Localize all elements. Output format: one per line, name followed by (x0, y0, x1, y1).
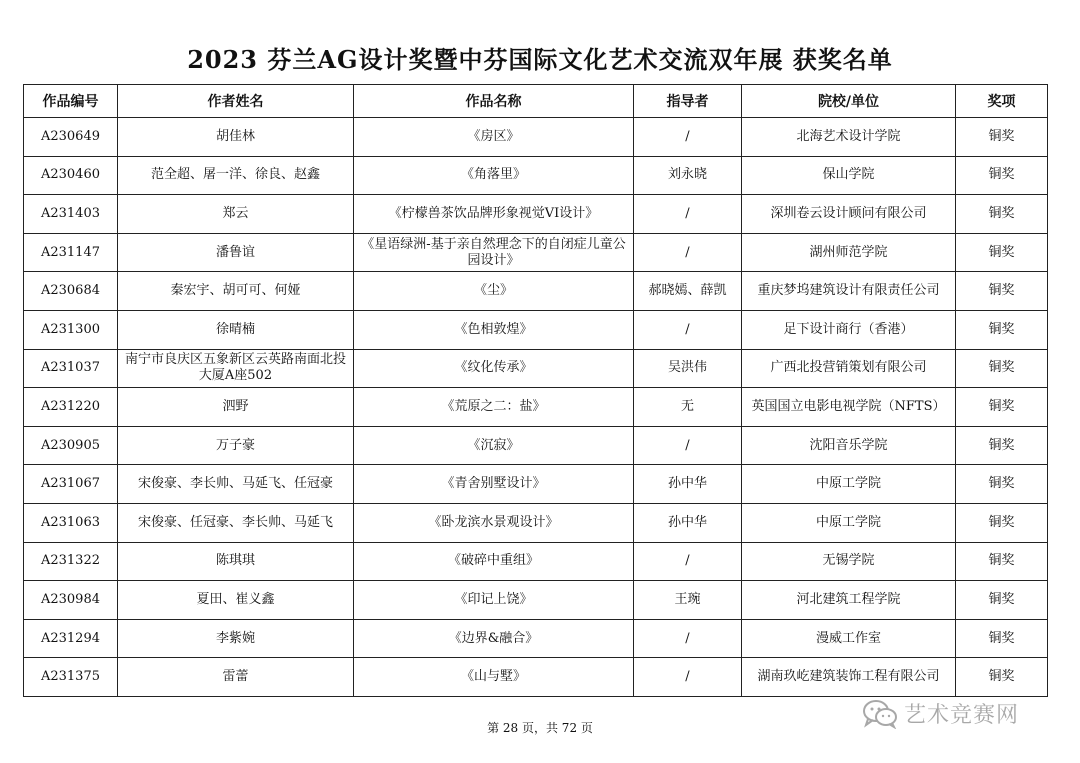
table-row (24, 195, 1048, 234)
cell-work-title: 《破碎中重组》 (354, 542, 634, 581)
cell-work-title: 《青舍别墅设计》 (354, 465, 634, 504)
cell-institution: 河北建筑工程学院 (742, 581, 956, 620)
table-row (24, 272, 1048, 311)
cell-author-names: 南宁市良庆区五象新区云英路南面北投大厦A座502 (118, 349, 354, 388)
cell-advisor: 孙中华 (634, 503, 742, 542)
cell-institution: 保山学院 (742, 156, 956, 195)
table-header-row (24, 85, 1048, 118)
cell-institution: 漫威工作室 (742, 619, 956, 658)
cell-advisor: / (634, 619, 742, 658)
cell-advisor: 王琬 (634, 581, 742, 620)
cell-advisor: 吴洪伟 (634, 349, 742, 388)
cell-work-id: A230984 (24, 581, 118, 620)
cell-work-id: A231403 (24, 195, 118, 234)
table-row (24, 581, 1048, 620)
cell-work-title: 《角落里》 (354, 156, 634, 195)
cell-author-names: 徐晴楠 (118, 310, 354, 349)
cell-award: 铜奖 (956, 542, 1048, 581)
table-row (24, 465, 1048, 504)
cell-work-id: A230905 (24, 426, 118, 465)
cell-award: 铜奖 (956, 233, 1048, 272)
watermark-text: 艺术竞赛网 (904, 703, 1020, 728)
cell-work-title: 《山与墅》 (354, 658, 634, 697)
cell-advisor: / (634, 658, 742, 697)
cell-advisor: / (634, 233, 742, 272)
cell-work-id: A230684 (24, 272, 118, 311)
cell-author-names: 雷蕾 (118, 658, 354, 697)
cell-award: 铜奖 (956, 619, 1048, 658)
cell-award: 铜奖 (956, 195, 1048, 234)
cell-work-id: A230649 (24, 118, 118, 157)
table-row (24, 118, 1048, 157)
table-body (24, 118, 1048, 697)
cell-institution: 中原工学院 (742, 465, 956, 504)
table-row (24, 619, 1048, 658)
cell-author-names: 秦宏宇、胡可可、何娅 (118, 272, 354, 311)
cell-institution: 足下设计商行（香港） (742, 310, 956, 349)
cell-work-id: A230460 (24, 156, 118, 195)
cell-institution: 深圳卷云设计顾问有限公司 (742, 195, 956, 234)
cell-advisor: / (634, 310, 742, 349)
cell-author-names: 陈琪琪 (118, 542, 354, 581)
header-author-names: 作者姓名 (118, 85, 354, 118)
cell-work-title: 《尘》 (354, 272, 634, 311)
cell-award: 铜奖 (956, 310, 1048, 349)
cell-author-names: 李紫婉 (118, 619, 354, 658)
cell-author-names: 宋俊豪、任冠豪、李长帅、马延飞 (118, 503, 354, 542)
cell-award: 铜奖 (956, 118, 1048, 157)
cell-work-title: 《纹化传承》 (354, 349, 634, 388)
cell-advisor: / (634, 542, 742, 581)
cell-institution: 英国国立电影电视学院（NFTS） (742, 388, 956, 427)
cell-author-names: 万子豪 (118, 426, 354, 465)
cell-work-title: 《沉寂》 (354, 426, 634, 465)
cell-award: 铜奖 (956, 426, 1048, 465)
cell-work-title: 《房区》 (354, 118, 634, 157)
watermark (862, 698, 1019, 729)
cell-award: 铜奖 (956, 272, 1048, 311)
cell-award: 铜奖 (956, 465, 1048, 504)
table-row (24, 388, 1048, 427)
cell-award: 铜奖 (956, 349, 1048, 388)
cell-author-names: 郑云 (118, 195, 354, 234)
cell-work-id: A231067 (24, 465, 118, 504)
cell-award: 铜奖 (956, 388, 1048, 427)
cell-work-id: A231294 (24, 619, 118, 658)
cell-work-title: 《星语绿洲-基于亲自然理念下的自闭症儿童公园设计》 (354, 233, 634, 272)
cell-work-title: 《荒原之二：盐》 (354, 388, 634, 427)
cell-advisor: 孙中华 (634, 465, 742, 504)
table-row (24, 310, 1048, 349)
cell-institution: 湖州师范学院 (742, 233, 956, 272)
cell-work-id: A231147 (24, 233, 118, 272)
cell-advisor: 刘永晓 (634, 156, 742, 195)
cell-institution: 广西北投营销策划有限公司 (742, 349, 956, 388)
cell-institution: 无锡学院 (742, 542, 956, 581)
table-row (24, 233, 1048, 272)
table-row (24, 503, 1048, 542)
award-table (23, 84, 1048, 697)
header-award: 奖项 (956, 85, 1048, 118)
cell-author-names: 泗野 (118, 388, 354, 427)
cell-award: 铜奖 (956, 581, 1048, 620)
cell-advisor: / (634, 426, 742, 465)
table-row (24, 156, 1048, 195)
cell-work-title: 《柠檬兽茶饮品牌形象视觉VI设计》 (354, 195, 634, 234)
cell-institution: 重庆梦坞建筑设计有限责任公司 (742, 272, 956, 311)
table-row (24, 426, 1048, 465)
wechat-icon (862, 699, 898, 729)
cell-work-title: 《印记上饶》 (354, 581, 634, 620)
cell-work-title: 《卧龙滨水景观设计》 (354, 503, 634, 542)
page-title: 2023 芬兰AG设计奖暨中芬国际文化艺术交流双年展 获奖名单 (187, 45, 893, 74)
cell-work-title: 《边界&融合》 (354, 619, 634, 658)
cell-work-title: 《色相敦煌》 (354, 310, 634, 349)
cell-advisor: / (634, 118, 742, 157)
header-institution: 院校/单位 (742, 85, 956, 118)
cell-author-names: 夏田、崔义鑫 (118, 581, 354, 620)
header-work-id: 作品编号 (24, 85, 118, 118)
cell-institution: 中原工学院 (742, 503, 956, 542)
table-row (24, 349, 1048, 388)
cell-work-id: A231220 (24, 388, 118, 427)
cell-author-names: 胡佳林 (118, 118, 354, 157)
cell-work-id: A231037 (24, 349, 118, 388)
header-advisor: 指导者 (634, 85, 742, 118)
table-row (24, 658, 1048, 697)
cell-work-id: A231063 (24, 503, 118, 542)
table-row (24, 542, 1048, 581)
cell-advisor: 无 (634, 388, 742, 427)
cell-author-names: 潘鲁谊 (118, 233, 354, 272)
cell-author-names: 宋俊豪、李长帅、马延飞、任冠豪 (118, 465, 354, 504)
cell-institution: 湖南玖屹建筑装饰工程有限公司 (742, 658, 956, 697)
cell-advisor: / (634, 195, 742, 234)
cell-award: 铜奖 (956, 658, 1048, 697)
page-footer: 第 28 页，共 72 页 (487, 721, 593, 735)
cell-award: 铜奖 (956, 156, 1048, 195)
cell-advisor: 郝晓嫣、薛凯 (634, 272, 742, 311)
cell-award: 铜奖 (956, 503, 1048, 542)
cell-institution: 北海艺术设计学院 (742, 118, 956, 157)
cell-work-id: A231300 (24, 310, 118, 349)
cell-work-id: A231322 (24, 542, 118, 581)
header-work-title: 作品名称 (354, 85, 634, 118)
cell-work-id: A231375 (24, 658, 118, 697)
cell-author-names: 范全超、屠一洋、徐良、赵鑫 (118, 156, 354, 195)
cell-institution: 沈阳音乐学院 (742, 426, 956, 465)
